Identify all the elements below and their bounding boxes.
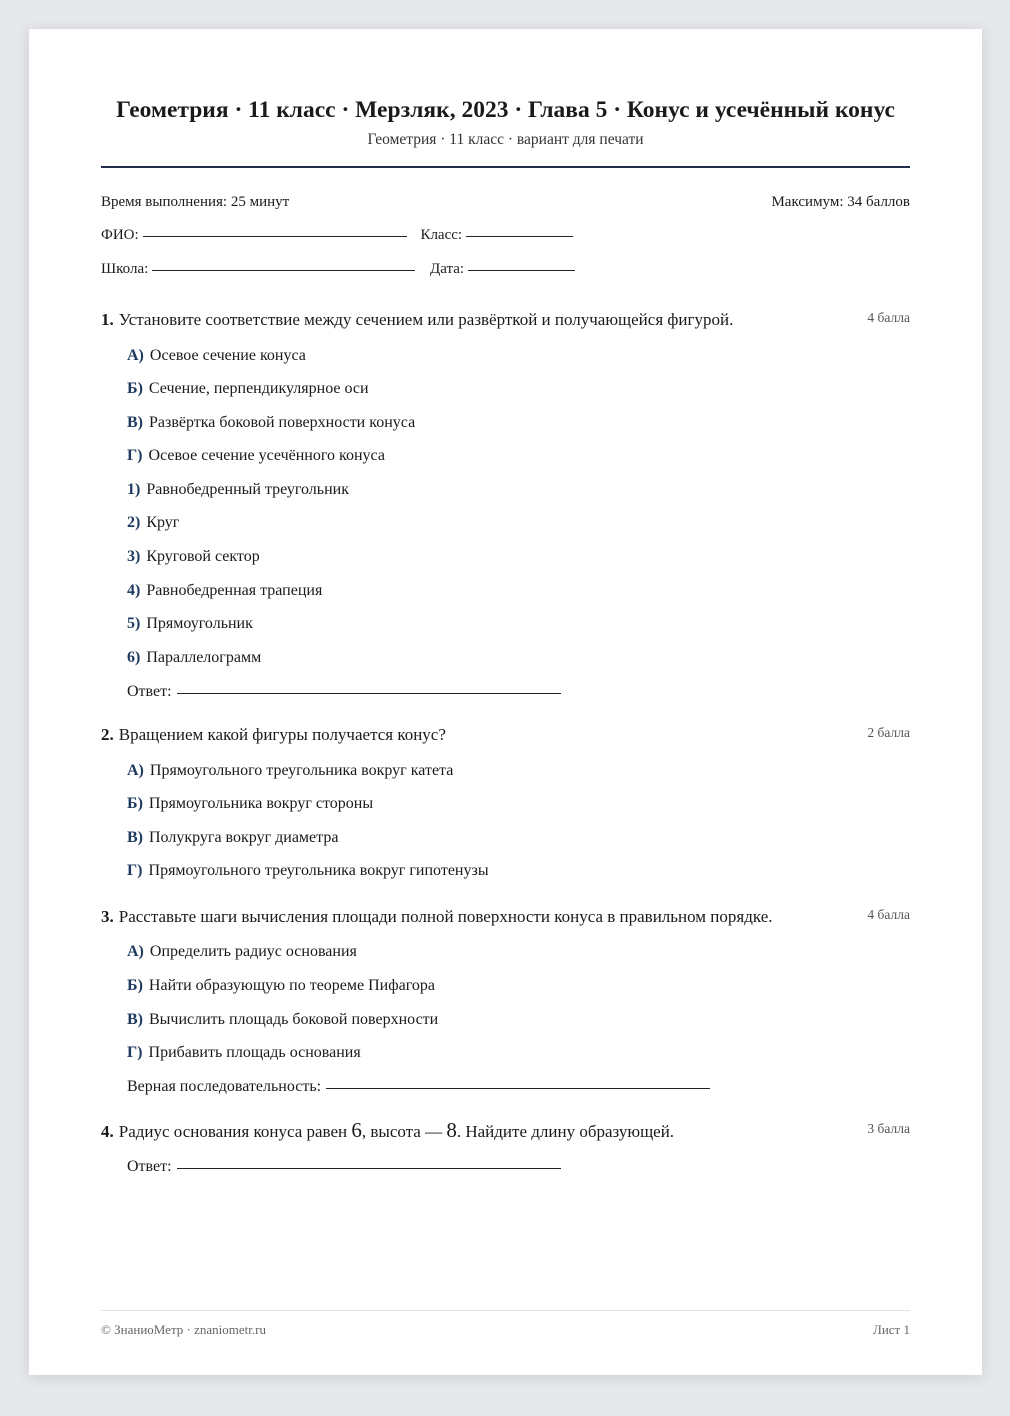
footer-divider (101, 1310, 910, 1311)
list-item: Г) Осевое сечение усечённого конуса (127, 447, 385, 464)
answer-row (127, 1156, 561, 1178)
school-label: Школа: (101, 261, 149, 277)
height-value: 8 (446, 1118, 457, 1142)
list-item: 5) Прямоугольник (127, 615, 253, 632)
question-number: 1. (101, 310, 114, 329)
answer-field[interactable] (177, 1167, 561, 1169)
question-points: 3 балла (867, 1121, 910, 1136)
answer-label: Ответ: (127, 1158, 172, 1175)
list-item[interactable]: Б) Прямоугольника вокруг стороны (127, 795, 374, 812)
list-item: Г) Прибавить площадь основания (127, 1044, 361, 1061)
question-number: 2. (101, 725, 114, 744)
list-item: 4) Равнобедренная трапеция (127, 582, 323, 599)
sequence-answer-field[interactable] (326, 1087, 710, 1089)
answer-row (127, 681, 561, 703)
worksheet-page (29, 29, 982, 1375)
answer-field[interactable] (177, 692, 561, 694)
question-text: Установите соответствие между сечением или развёрткой и получающейся фигурой. (118, 310, 734, 329)
list-item: В) Вычислить площадь боковой поверхности (127, 1011, 439, 1028)
list-item[interactable]: В) Полукруга вокруг диаметра (127, 829, 339, 846)
question-number: 4. (101, 1122, 114, 1141)
list-item: 3) Круговой сектор (127, 548, 260, 565)
list-item: Б) Сечение, перпендикулярное оси (127, 380, 369, 397)
page-number: Лист 1 (873, 1322, 910, 1337)
list-item: В) Развёртка боковой поверхности конуса (127, 414, 416, 431)
page-subtitle: Геометрия · 11 класс · вариант для печати (367, 131, 644, 148)
school-field[interactable] (152, 269, 415, 271)
answer-label: Ответ: (127, 683, 172, 700)
list-item: А) Осевое сечение конуса (127, 347, 306, 364)
question-3 (101, 906, 773, 928)
header-divider (101, 166, 910, 168)
list-item: А) Определить радиус основания (127, 943, 357, 960)
student-name-row (101, 225, 573, 245)
fio-label: ФИО: (101, 227, 139, 243)
question-number: 3. (101, 907, 114, 926)
question-points: 2 балла (867, 725, 910, 740)
radius-value: 6 (351, 1118, 362, 1142)
class-label: Класс: (420, 227, 463, 243)
max-score: Максимум: 34 баллов (771, 194, 910, 210)
fio-field[interactable] (143, 235, 407, 237)
list-item: 2) Круг (127, 514, 180, 531)
question-1 (101, 309, 733, 331)
question-2 (101, 724, 446, 746)
list-item: 6) Параллелограмм (127, 649, 262, 666)
question-points: 4 балла (867, 907, 910, 922)
date-label: Дата: (430, 261, 465, 277)
footer-copyright: © ЗнаниоМетр · znaniometr.ru (101, 1322, 266, 1337)
time-info: Время выполнения: 25 минут (101, 194, 290, 210)
question-text: Расставьте шаги вычисления площади полной поверхности конуса в правильном порядке. (118, 907, 773, 926)
answer-row (127, 1076, 710, 1098)
class-field[interactable] (466, 235, 573, 237)
list-item[interactable]: Г) Прямоугольного треугольника вокруг гипотенузы (127, 862, 489, 879)
list-item: Б) Найти образующую по теореме Пифагора (127, 977, 435, 994)
question-4: 4. Радиус основания конуса равен 6, высота — 8. Найдите длину образующей. (101, 1118, 675, 1142)
list-item[interactable]: А) Прямоугольного треугольника вокруг катета (127, 762, 454, 779)
question-points: 4 балла (867, 310, 910, 325)
page-title: Геометрия · 11 класс · Мерзляк, 2023 · Глава 5 · Конус и усечённый конус (116, 97, 895, 123)
question-text: Вращением какой фигуры получается конус? (118, 725, 446, 744)
date-field[interactable] (468, 269, 575, 271)
school-row (101, 259, 575, 279)
answer-label: Верная последовательность: (127, 1078, 322, 1095)
list-item: 1) Равнобедренный треугольник (127, 481, 349, 498)
